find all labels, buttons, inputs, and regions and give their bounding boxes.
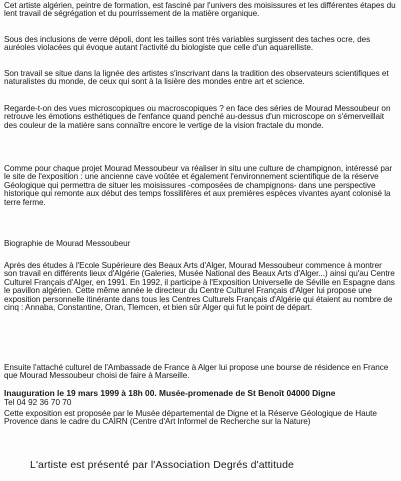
- credits-paragraph: Cette exposition est proposée par le Musée départemental de Digne et la Réserve Géologique de Haute Provence dans le cadre du CAIRN (Centre d'Art Informel de Recherche sur la Nature): [4, 409, 377, 427]
- inclusions-paragraph: Sous des inclusions de verre dépoli, dont les tailles sont très variables surgissent des taches ocre, des auréoles violacées qui évoque autant l'activité du biologiste que celle d'un aquarelliste.: [4, 35, 371, 53]
- intro-paragraph: Cet artiste algérien, peintre de formation, est fasciné par l'univers des moisissures et les différentes étapes du lent travail de ségrégation et du pourrissement de la matière organique.: [4, 1, 396, 19]
- biography-title: Biographie de Mourad Messoubeur: [4, 239, 131, 248]
- footer-line: L'artiste est présenté par l'Association Degrés d'attitude: [30, 459, 294, 471]
- inauguration-line: Inauguration le 19 mars 1999 à 18h 00. Musée-promenade de St Benoît 04000 Digne: [4, 388, 336, 398]
- residence-paragraph: Ensuite l'attaché culturel de l'Ambassade de France à Alger lui propose une bourse de résidence en France que Mourad Messoubeur choisi de faire à Marseille.: [4, 363, 389, 381]
- lineage-paragraph: Son travail se situe dans la lignée des artistes s'inscrivant dans la tradition des observateurs scientifiques et naturalistes du monde, de ceux qui sont à la lisière des mondes entre art et science.: [4, 69, 389, 87]
- microscope-paragraph: Regarde-t-on des vues microscopiques ou macroscopiques ? en face des séries de Mourad Messoubeur on retrouve les émotions esthétiques de l'enfance quand penché au-dessus d'un microscope on s'émerveillait des couleur de la matière sans connaître encore le vertige de la vision fractale du monde.: [4, 104, 391, 130]
- biography-paragraph: Après des études à l'Ecole Supérieure des Beaux Arts d'Alger, Mourad Messoubeur commence à montrer son travail en différents lieux d'Algérie (Galeries, Musée National des Beaux Arts d'Alger...) ainsi qu'au Centre Culturel Français d'Alger, en 1991. En 1992, il participe à l'Exposition Universelle de Séville en Espagne dans le pavillon algérien. Cette même année le directeur du Centre Culturel Français d'Alger lui propose une exposition personnelle itinérante dans tous les Centres Culturels Français d'Algérie qui étaient au nombre de cinq : Annaba, Constantine, Oran, Tlemcen, et bien sûr Alger qui fut le point de départ.: [4, 261, 395, 313]
- project-paragraph: Comme pour chaque projet Mourad Messoubeur va réaliser in situ une culture de champignon, intéressé par le site de l'exposition : une ancienne cave voûtée et également l'environnement scientifique de la réserve Géologique qui permettra de situer les moisissures -composées de champignons- dans une perspective historique qui remonte aux début des temps fossilifères et aux premières espèces vivantes ayant colonisé la terre ferme.: [4, 164, 393, 207]
- telephone-line: Tel 04 92 36 70 70: [4, 398, 72, 407]
